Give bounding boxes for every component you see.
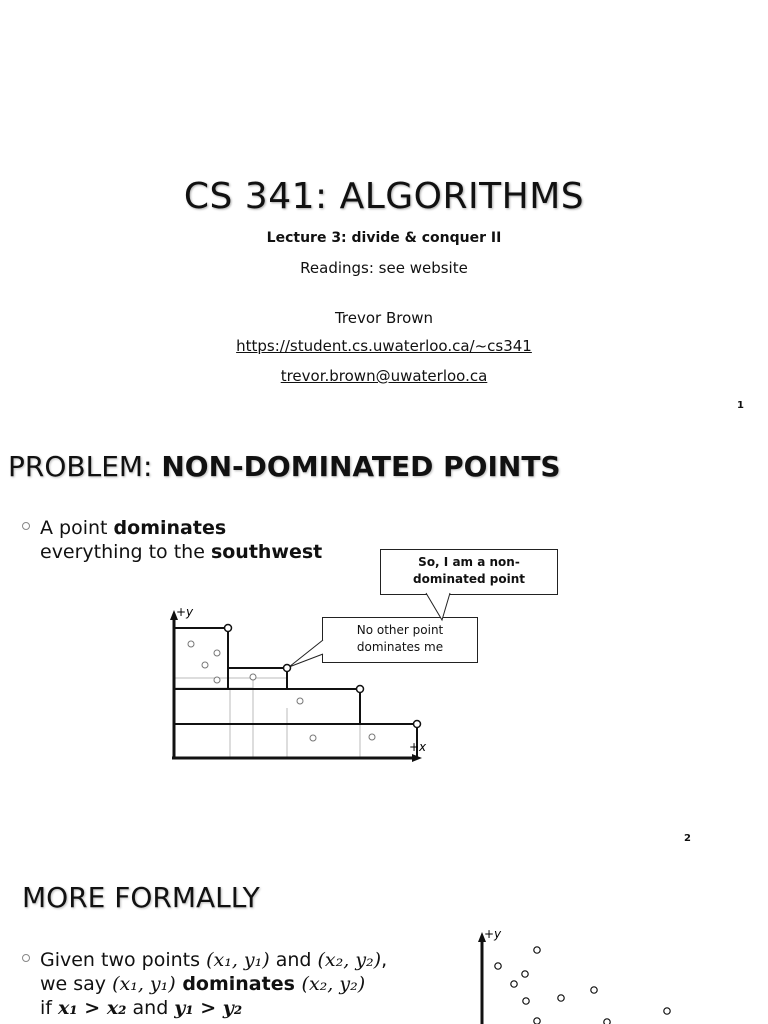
non-dominated-point — [225, 625, 232, 632]
points-diagram — [470, 924, 690, 1024]
url-wrap — [0, 336, 768, 355]
bullet-marker — [22, 522, 30, 530]
point — [534, 1018, 540, 1024]
dominated-point — [250, 674, 256, 680]
non-dominated-point — [284, 665, 291, 672]
line2-text: we say — [40, 973, 113, 995]
dominated-point — [297, 698, 303, 704]
non-dominated-point — [414, 721, 421, 728]
line1-and: and — [269, 949, 318, 971]
y-axis-label: +y — [176, 605, 194, 619]
line1-text: Given two points — [40, 949, 207, 971]
point — [591, 987, 597, 993]
line3-if: if — [40, 997, 59, 1019]
dominated-point — [369, 734, 375, 740]
bullet-bold-1: dominates — [113, 517, 227, 539]
point — [604, 1019, 610, 1024]
point — [664, 1008, 670, 1014]
point — [522, 971, 528, 977]
staircase-boundary — [174, 628, 417, 758]
slide2-title-bold: NON-DOMINATED POINTS — [161, 450, 561, 483]
dominated-point — [310, 735, 316, 741]
point — [523, 998, 529, 1004]
callout-top-pointer — [426, 593, 450, 620]
slide2-bullet — [40, 516, 322, 564]
slide2-title — [8, 450, 561, 483]
point-2b: (x₂, y₂) — [301, 973, 366, 995]
dominance-diagram — [160, 590, 460, 780]
email-link[interactable]: trevor.brown@uwaterloo.ca — [280, 367, 488, 385]
slide3-bullet — [40, 948, 387, 1020]
email-wrap — [0, 366, 768, 385]
readings-text: Readings: see website — [300, 259, 468, 277]
dominated-points — [188, 641, 375, 741]
point — [558, 995, 564, 1001]
slide3-title: MORE FORMALLY — [22, 881, 260, 914]
bullet-bold-2: southwest — [210, 541, 323, 563]
author-name: Trevor Brown — [334, 309, 434, 327]
slide1-title: CS 341: ALGORITHMS — [183, 176, 585, 217]
dominated-point — [214, 677, 220, 683]
point-2: (x₂, y₂) — [317, 949, 382, 971]
callout-non-dominated — [380, 549, 558, 595]
callout-non-dominated-text: So, I am a non-dominated point — [413, 555, 525, 586]
non-dominated-point — [357, 686, 364, 693]
point — [534, 947, 540, 953]
page-number-2: 2 — [684, 833, 691, 844]
callout-no-other-point-text: No other point dominates me — [356, 623, 444, 654]
dominated-point — [188, 641, 194, 647]
dominated-point — [202, 662, 208, 668]
bullet-text-1: A point — [40, 517, 114, 539]
condition-x: x₁ > x₂ — [58, 997, 127, 1019]
point-1b: (x₁, y₁) — [112, 973, 176, 995]
slide2-title-prefix: PROBLEM: — [8, 450, 162, 483]
y-axis-label: +y — [484, 927, 502, 941]
bullet-marker — [22, 954, 30, 962]
condition-y: y₁ > y₂ — [174, 997, 243, 1019]
course-url-link[interactable]: https://student.cs.uwaterloo.ca/~cs341 — [236, 337, 532, 355]
dominates-bold: dominates — [175, 973, 302, 995]
scatter-points — [495, 947, 670, 1024]
callout-mid-pointer — [289, 640, 323, 667]
dominated-point — [214, 650, 220, 656]
page-number-1: 1 — [737, 400, 744, 411]
bullet-text-2: everything to the — [40, 541, 211, 563]
x-axis-label: +x — [409, 740, 427, 754]
lecture-subtitle: Lecture 3: divide & conquer II — [266, 230, 502, 246]
point-1: (x₁, y₁) — [206, 949, 270, 971]
line1-end: , — [381, 949, 388, 971]
point — [511, 981, 517, 987]
line3-and: and — [126, 997, 175, 1019]
point — [495, 963, 501, 969]
